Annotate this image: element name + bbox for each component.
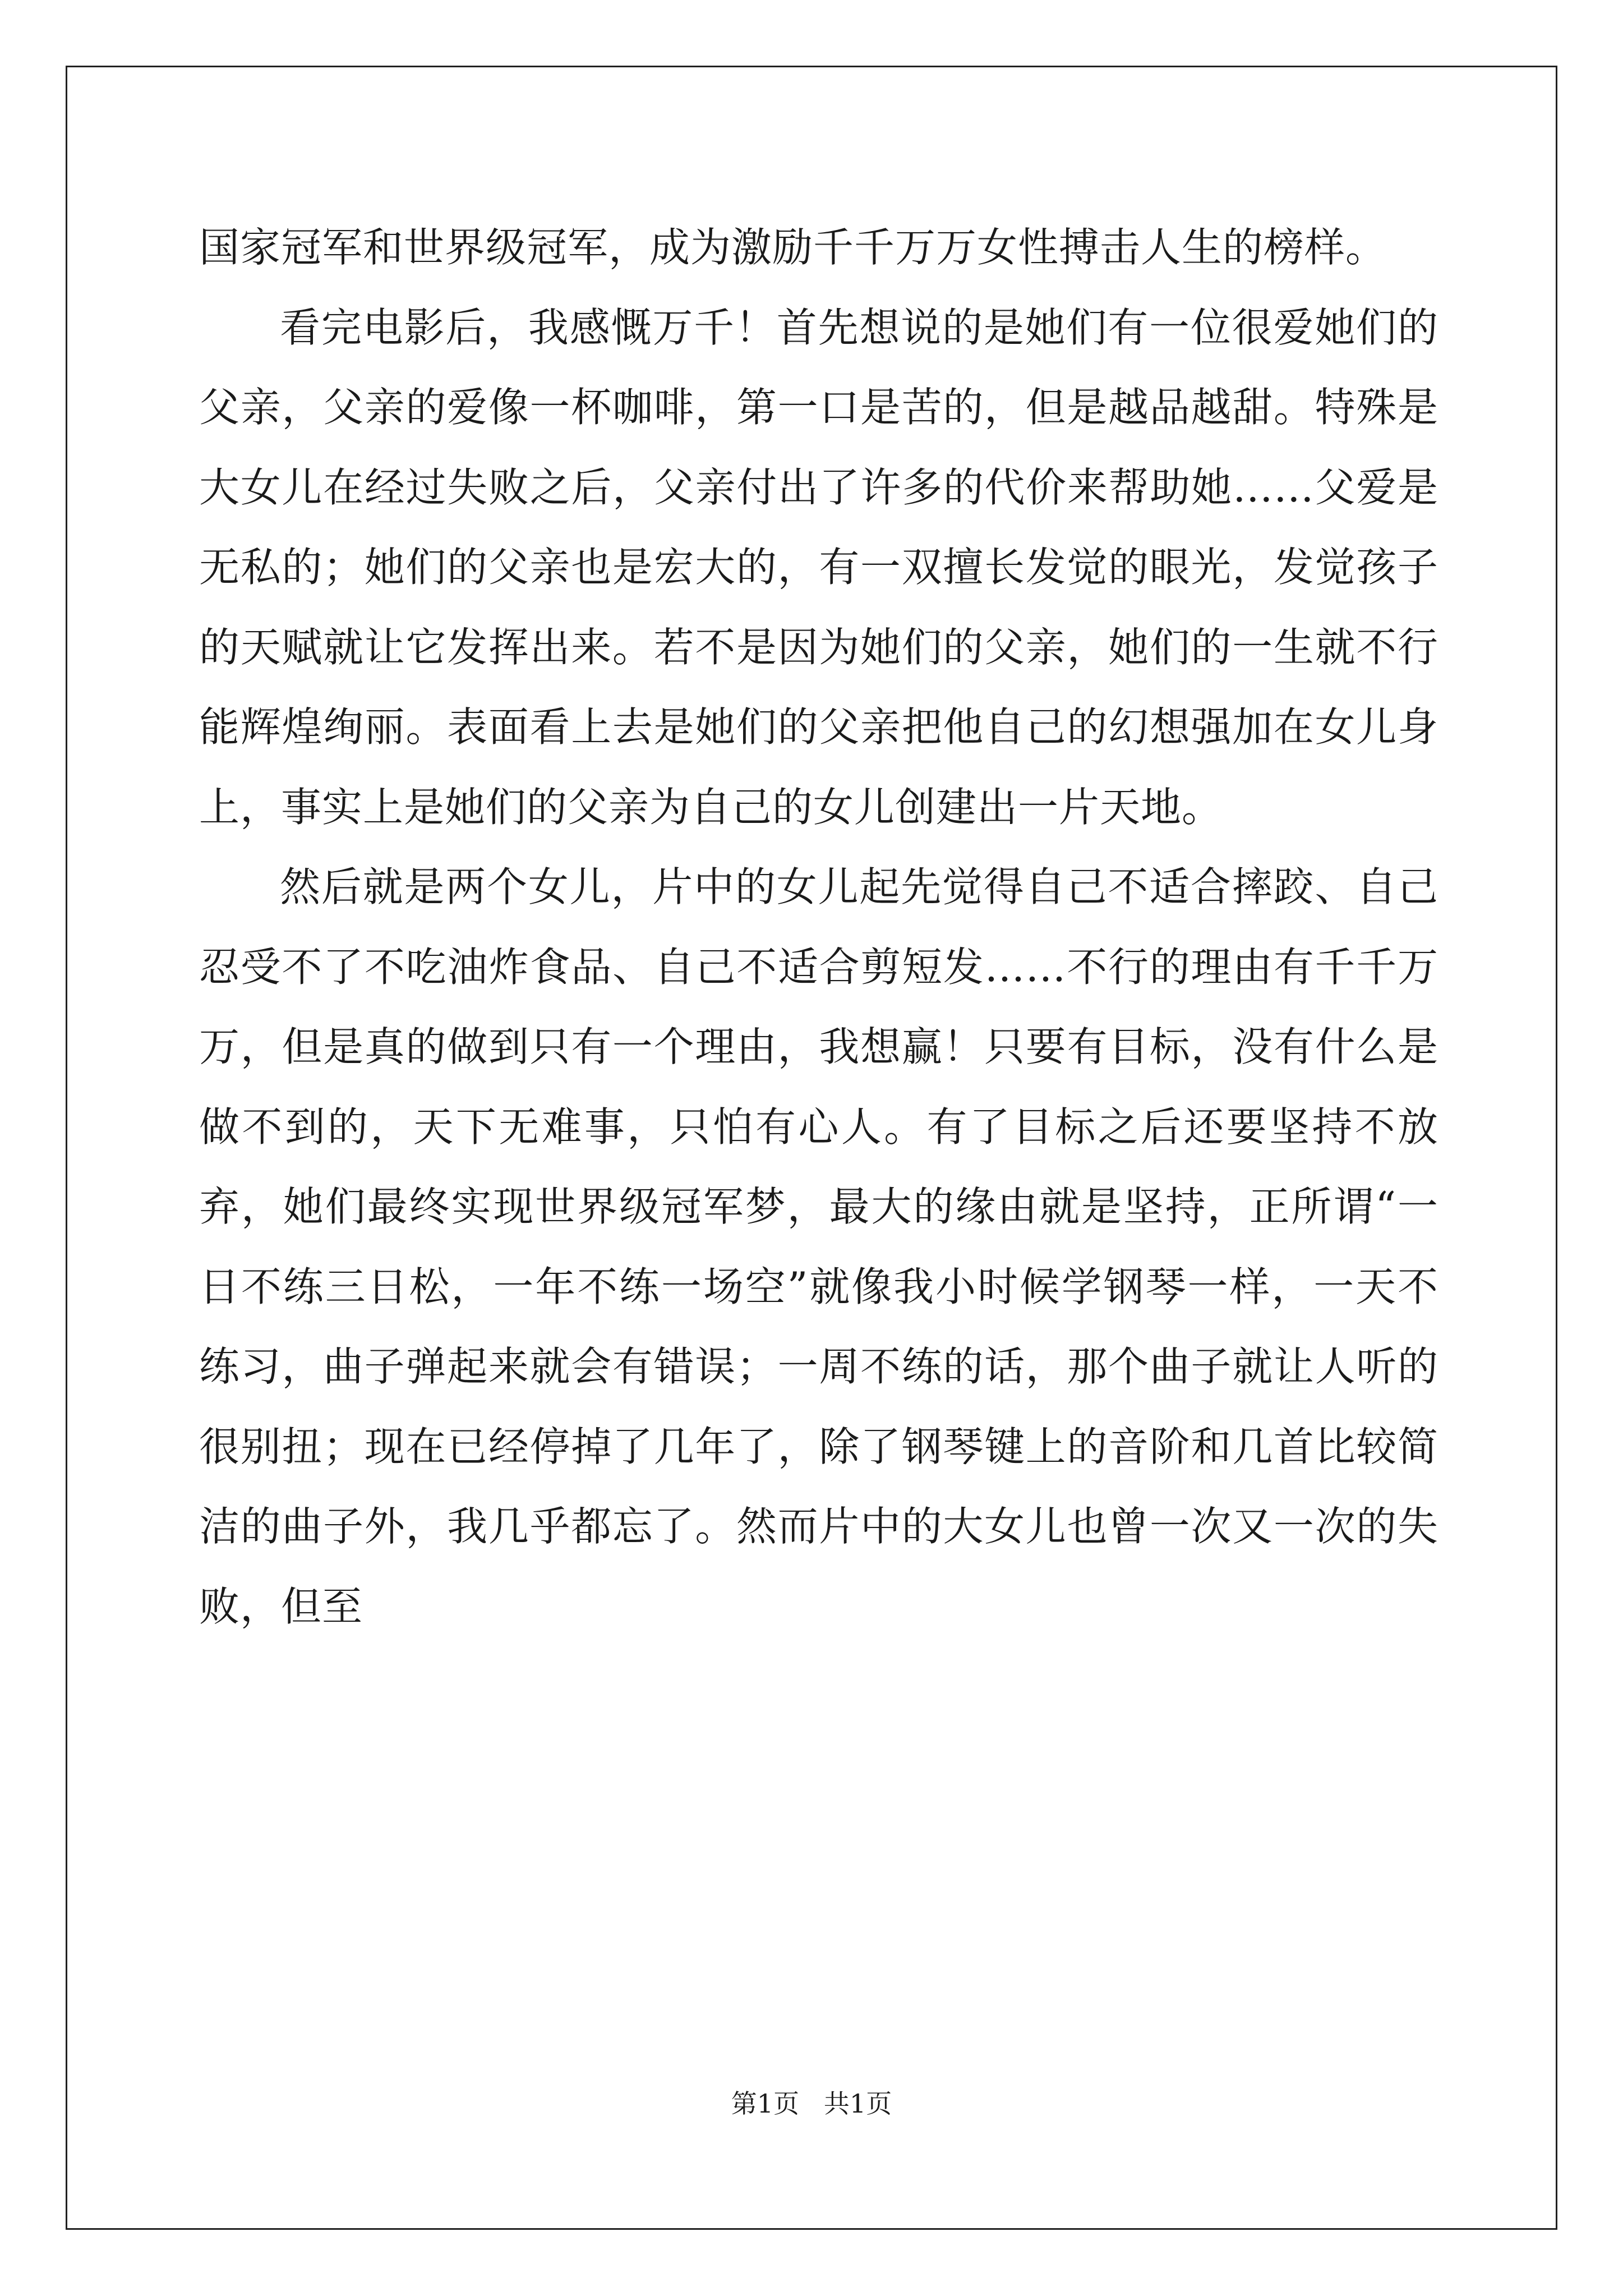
paragraph-2: 看完电影后，我感慨万千！首先想说的是她们有一位很爱她们的父亲，父亲的爱像一杯咖啡，第一口是苦的，但是越品越甜。特殊是大女儿在经过失败之后，父亲付出了许多的代价来帮助她……父爱是无私的；她们的父亲也是宏大的，有一双擅长发觉的眼光，发觉孩子的天赋就让它发挥出来。若不是因为她们的父亲，她们的一生就不行能辉煌绚丽。表面看上去是她们的父亲把他自己的幻想强加在女儿身上，事实上是她们的父亲为自己的女儿创建出一片天地。 <box>199 303 1438 831</box>
document-body <box>199 208 1438 1646</box>
paragraph-1: 国家冠军和世界级冠军，成为激励千千万万女性搏击人生的榜样。 <box>199 224 1387 271</box>
paragraph-3: 然后就是两个女儿，片中的女儿起先觉得自己不适合摔跤、自己忍受不了不吃油炸食品、自己不适合剪短发……不行的理由有千千万万，但是真的做到只有一个理由，我想赢！只要有目标，没有什么是做不到的，天下无难事，只怕有心人。有了目标之后还要坚持不放弃，她们最终实现世界级冠军梦，最大的缘由就是坚持，正所谓“一日不练三日松，一年不练一场空”就像我小时候学钢琴一样，一天不练习，曲子弹起来就会有错误；一周不练的话，那个曲子就让人听的很别扭；现在已经停掉了几年了，除了钢琴键上的音阶和几首比较简洁的曲子外，我几乎都忘了。然而片中的大女儿也曾一次又一次的失败，但至 <box>199 863 1438 1630</box>
page-number-footer: 第1页 共1页 <box>731 2088 892 2119</box>
